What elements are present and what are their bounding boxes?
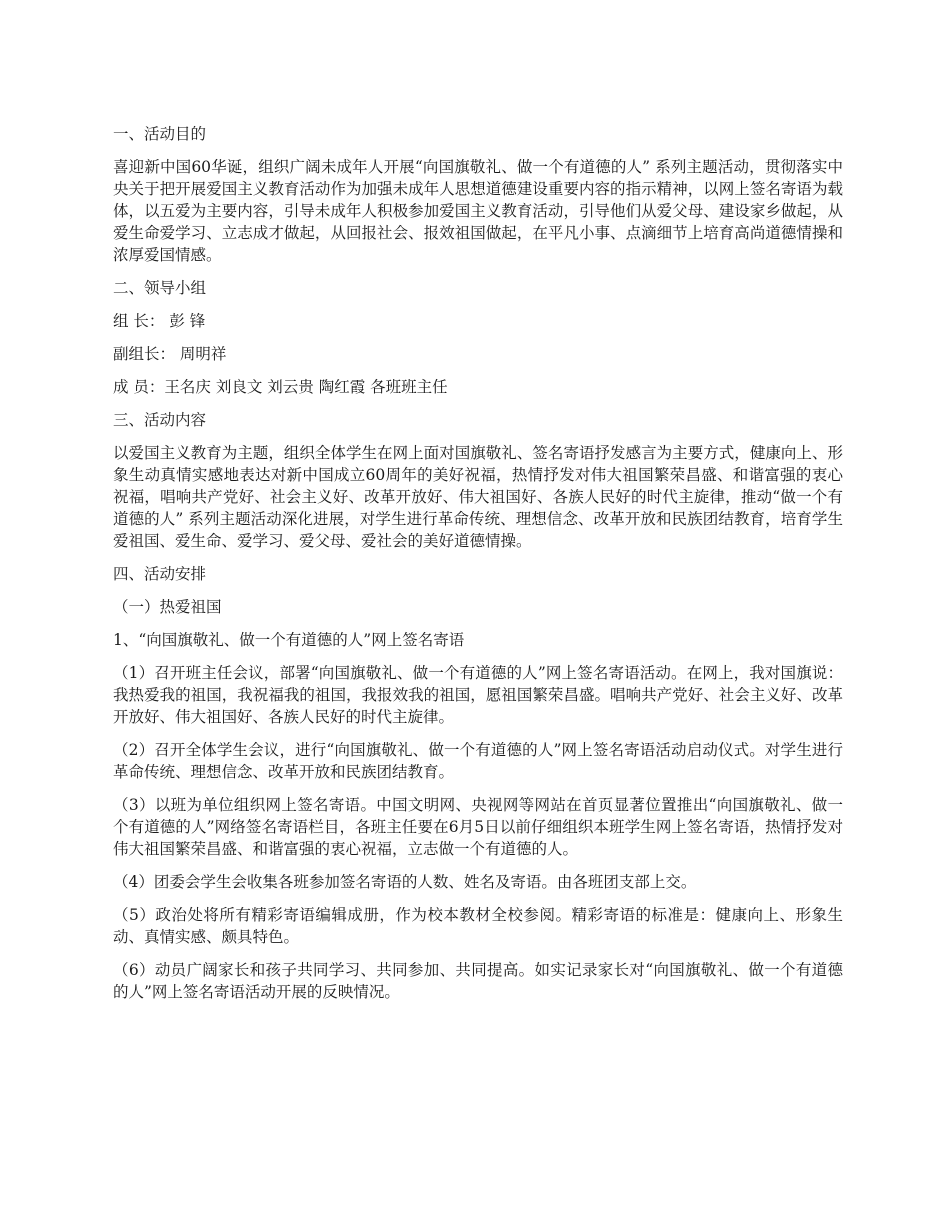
arrangement-point: （1）召开班主任会议，部署“向国旗敬礼、做一个有道德的人”网上签名寄语活动。在网上，我对国旗说：我热爱我的祖国，我祝福我的祖国，我报效我的祖国，愿祖国繁荣昌盛。唱响共产党好、社会主义好、改革开放好、伟大祖国好、各族人民好的时代主旋律。 bbox=[113, 664, 843, 726]
deputy-line: 副组长： 周明祥 bbox=[113, 345, 227, 363]
section-heading-content: 三、活动内容 bbox=[113, 411, 207, 429]
arrangement-point: （3）以班为单位组织网上签名寄语。中国文明网、央视网等网站在首页显著位置推出“向国旗敬礼、做一个有道德的人”网络签名寄语栏目，各班主任要在6月5日以前仔细组织本班学生网上签名寄语，热情抒发对伟大祖国繁荣昌盛、和谐富强的衷心祝福，立志做一个有道德的人。 bbox=[113, 796, 843, 858]
members-line: 成 员：王名庆 刘良文 刘云贵 陶红霞 各班班主任 bbox=[113, 378, 448, 396]
purpose-paragraph: 喜迎新中国60华诞，组织广阔未成年人开展“向国旗敬礼、做一个有道德的人” 系列主题活动，贯彻落实中央关于把开展爱国主义教育活动作为加强未成年人思想道德建设重要内容的指示精神，以网上签名寄语为载体，以五爱为主要内容，引导未成年人积极参加爱国主义教育活动，引导他们从爱父母、建设家乡做起，从爱生命爱学习、立志成才做起，从回报社会、报效祖国做起，在平凡小事、点滴细节上培育高尚道德情操和浓厚爱国情感。 bbox=[113, 158, 843, 264]
section-heading-purpose: 一、活动目的 bbox=[113, 125, 207, 143]
item-heading-online-signature: 1、“向国旗敬礼、做一个有道德的人”网上签名寄语 bbox=[113, 631, 465, 649]
subsection-heading-love-country: （一）热爱祖国 bbox=[113, 598, 222, 616]
arrangement-point: （4）团委会学生会收集各班参加签名寄语的人数、姓名及寄语。由各班团支部上交。 bbox=[113, 873, 697, 891]
arrangement-point: （2）召开全体学生会议，进行“向国旗敬礼、做一个有道德的人”网上签名寄语活动启动仪式。对学生进行革命传统、理想信念、改革开放和民族团结教育。 bbox=[113, 741, 843, 781]
arrangement-point: （5）政治处将所有精彩寄语编辑成册，作为校本教材全校参阅。精彩寄语的标准是：健康向上、形象生动、真情实感、颇具特色。 bbox=[113, 906, 843, 946]
section-heading-leadership: 二、领导小组 bbox=[113, 279, 207, 297]
content-paragraph: 以爱国主义教育为主题，组织全体学生在网上面对国旗敬礼、签名寄语抒发感言为主要方式，健康向上、形象生动真情实感地表达对新中国成立60周年的美好祝福，热情抒发对伟大祖国繁荣昌盛、和谐富强的衷心祝福，唱响共产党好、社会主义好、改革开放好、伟大祖国好、各族人民好的时代主旋律，推动“做一个有道德的人” 系列主题活动深化进展，对学生进行革命传统、理想信念、改革开放和民族团结教育，培育学生爱祖国、爱生命、爱学习、爱父母、爱社会的美好道德情操。 bbox=[113, 444, 843, 550]
document-page bbox=[113, 123, 843, 1014]
section-heading-arrangement: 四、活动安排 bbox=[113, 565, 207, 583]
arrangement-point: （6）动员广阔家长和孩子共同学习、共同参加、共同提高。如实记录家长对“向国旗敬礼、做一个有道德的人”网上签名寄语活动开展的反映情况。 bbox=[113, 961, 843, 1001]
leader-line: 组 长： 彭 锋 bbox=[113, 312, 206, 330]
